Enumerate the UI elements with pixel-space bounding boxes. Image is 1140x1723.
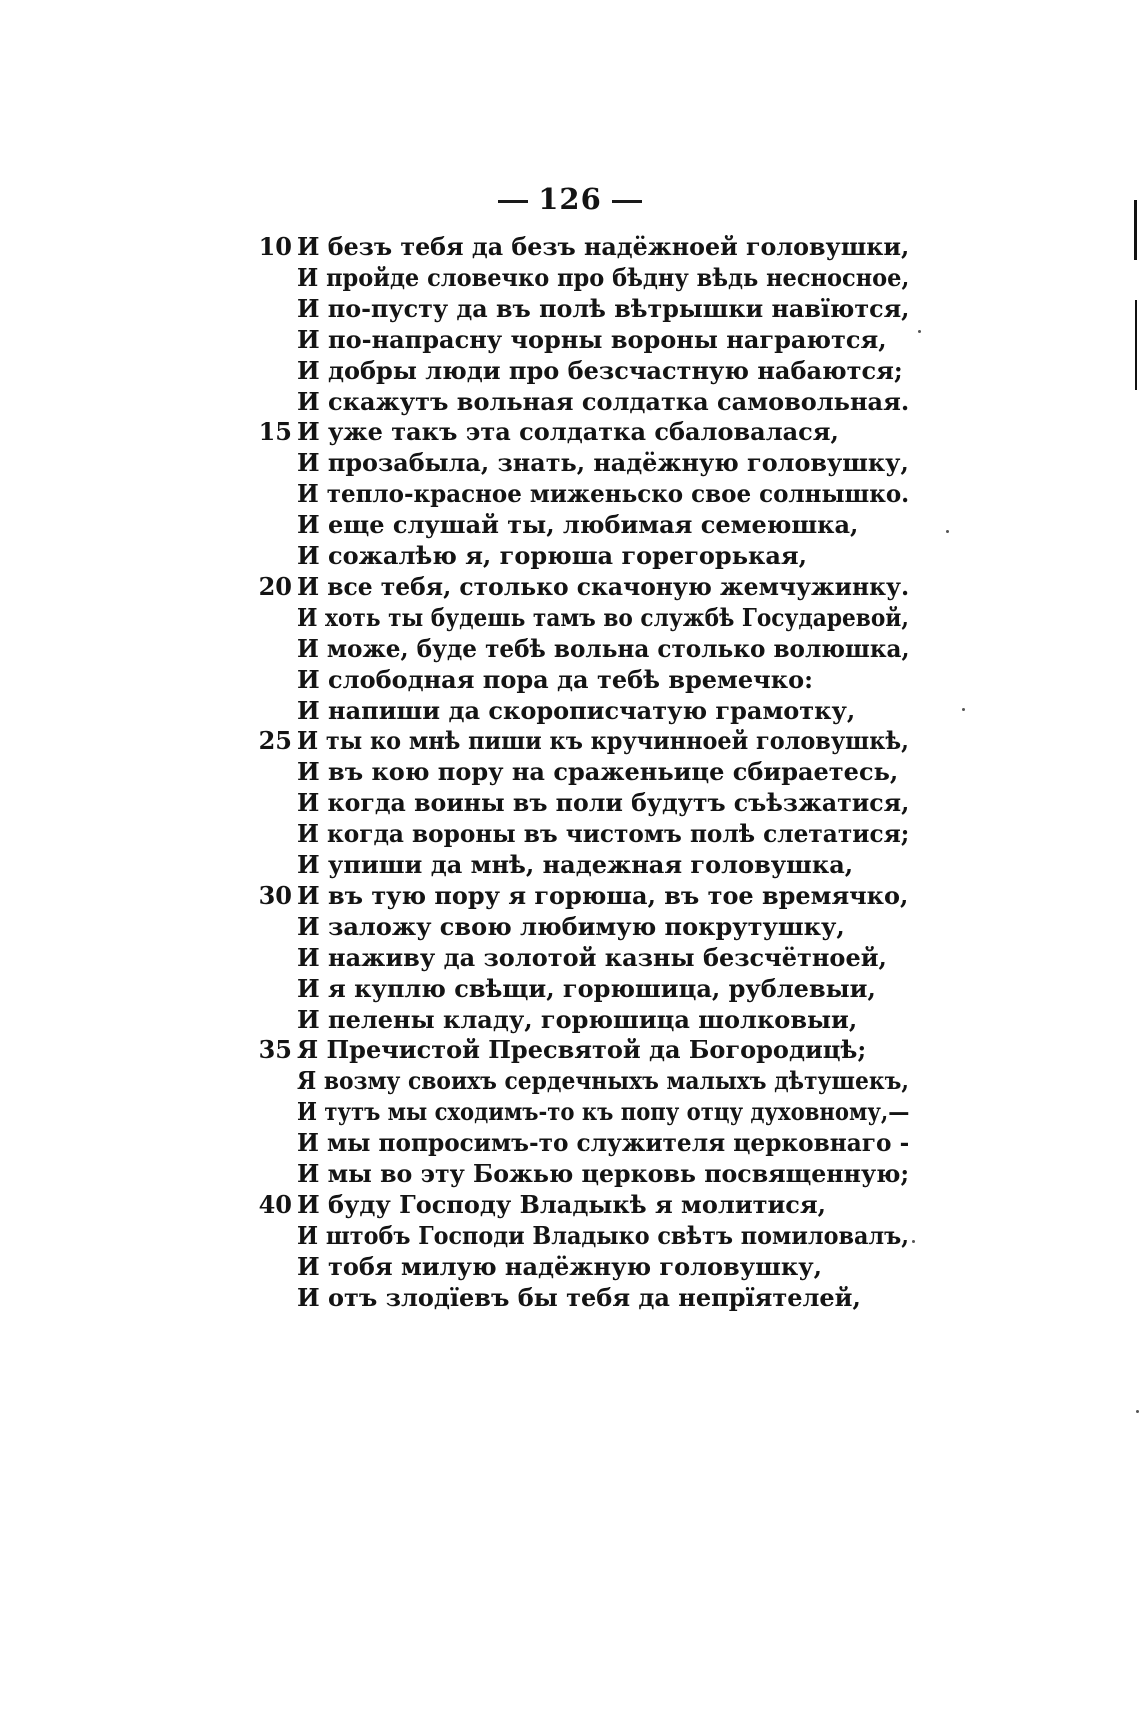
poem-line xyxy=(0,1281,1140,1315)
line-text: И пелены кладу, горюшица шолковыи, xyxy=(297,1004,858,1034)
scan-speck xyxy=(918,330,921,333)
line-text: И по-напрасну чорны вороны награются, xyxy=(297,324,887,354)
line-text: И слободная пора да тебѣ времечко: xyxy=(297,664,813,694)
line-text: И штобъ Господи Владыко свѣтъ помиловалъ, xyxy=(297,1220,910,1250)
line-number: 30 xyxy=(258,880,292,910)
poem-line xyxy=(0,817,1140,851)
line-text: И може, буде тебѣ вольна столько волюшка, xyxy=(297,633,910,663)
poem-line xyxy=(0,354,1140,388)
poem-line xyxy=(0,910,1140,944)
line-text: И тепло-красное миженьско свое солнышко. xyxy=(297,479,910,509)
line-number: 20 xyxy=(258,571,292,601)
poem-line xyxy=(0,848,1140,882)
poem-line xyxy=(0,508,1140,542)
page-number-dash-left xyxy=(498,200,528,203)
line-text: И въ тую пору я горюша, въ тое времячко, xyxy=(297,880,909,910)
line-text: И въ кою пору на сраженьице сбираетесь, xyxy=(297,757,899,787)
line-text: И буду Господу Владыкѣ я молитися, xyxy=(297,1189,827,1219)
page-number xyxy=(0,182,1140,216)
poem-line xyxy=(0,477,1140,511)
line-text: И хоть ты будешь тамъ во службѣ Государевой, xyxy=(297,602,909,632)
poem-line xyxy=(0,1003,1140,1037)
page-number-dash-right xyxy=(612,200,642,203)
poem-line xyxy=(0,261,1140,295)
poem-line xyxy=(0,415,1140,449)
line-text: И еще слушай ты, любимая семеюшка, xyxy=(297,510,859,540)
line-text: И пройде словечко про бѣдну вѣдь несносное, xyxy=(297,262,910,292)
poem-line xyxy=(0,230,1140,264)
line-text: И наживу да золотой казны безсчётноей, xyxy=(297,942,887,972)
poem-line xyxy=(0,879,1140,913)
poem-line xyxy=(0,724,1140,758)
line-text: И заложу свою любимую покрутушку, xyxy=(297,911,845,941)
line-text: И по-пусту да въ полѣ вѣтрышки навїются, xyxy=(297,293,910,323)
poem-line xyxy=(0,1126,1140,1160)
poem-line xyxy=(0,539,1140,573)
poem-line xyxy=(0,755,1140,789)
poem-line xyxy=(0,941,1140,975)
line-number: 35 xyxy=(258,1035,292,1065)
poem-line xyxy=(0,292,1140,326)
poem-line xyxy=(0,1064,1140,1098)
poem-line xyxy=(0,972,1140,1006)
line-text: И безъ тебя да безъ надёжноей головушки, xyxy=(297,232,910,261)
scan-edge-mark xyxy=(1135,300,1137,390)
line-number: 15 xyxy=(258,417,292,447)
poem-line xyxy=(0,323,1140,357)
poem-line xyxy=(0,601,1140,635)
scan-speck xyxy=(946,530,949,533)
line-text: И добры люди про безсчастную набаются; xyxy=(297,355,903,385)
line-text: И уже такъ эта солдатка сбаловалася, xyxy=(297,417,839,447)
poem-line xyxy=(0,1219,1140,1253)
poem-line xyxy=(0,446,1140,480)
line-text: И мы во эту Божью церковь посвященную; xyxy=(297,1159,910,1188)
poem-line xyxy=(0,663,1140,697)
line-text: И напиши да скорописчатую грамотку, xyxy=(297,695,856,725)
line-text: И когда воины въ поли будутъ съѣзжатися, xyxy=(297,788,910,818)
poem-line xyxy=(0,1188,1140,1222)
line-text: И отъ злодїевъ бы тебя да непрїятелей, xyxy=(297,1282,861,1312)
scan-speck xyxy=(1136,1410,1139,1413)
poem-line xyxy=(0,786,1140,820)
line-number: 10 xyxy=(258,232,292,261)
scan-speck xyxy=(962,708,965,711)
line-text: И мы попросимъ-то служителя церковнаго - xyxy=(297,1128,910,1158)
line-text: И я куплю свѣщи, горюшица, рублевыи, xyxy=(297,973,876,1003)
line-text: И все тебя, столько скачоную жемчужинку. xyxy=(297,571,910,601)
poem-line xyxy=(0,1033,1140,1067)
poem-line xyxy=(0,694,1140,728)
line-text: И ты ко мнѣ пиши къ кручинноей головушкѣ, xyxy=(297,726,909,756)
scan-speck xyxy=(912,1240,915,1243)
poem-line xyxy=(0,1095,1140,1129)
line-text: И тутъ мы сходимъ-то къ попу отцу духовному,— xyxy=(297,1097,910,1127)
line-text: И прозабыла, знать, надёжную головушку, xyxy=(297,448,909,478)
poem-line xyxy=(0,1250,1140,1284)
page-number-value: 126 xyxy=(538,182,602,216)
line-text: И сожалѣю я, горюша горегорькая, xyxy=(297,541,807,570)
line-text: И упиши да мнѣ, надежная головушка, xyxy=(297,850,854,879)
line-text: И тобя милую надёжную головушку, xyxy=(297,1251,822,1281)
line-text: Я Пречистой Пресвятой да Богородицѣ; xyxy=(297,1035,867,1065)
line-number: 40 xyxy=(258,1189,292,1219)
line-number: 25 xyxy=(258,726,292,756)
poem-line xyxy=(0,570,1140,604)
poem-line xyxy=(0,1157,1140,1191)
line-text: Я возму своихъ сердечныхъ малыхъ дѣтушекъ, xyxy=(297,1066,909,1096)
poem-line xyxy=(0,632,1140,666)
poem-line xyxy=(0,385,1140,419)
line-text: И скажутъ вольная солдатка самовольная. xyxy=(297,386,910,416)
line-text: И когда вороны въ чистомъ полѣ слетатися; xyxy=(297,819,910,849)
scan-edge-mark xyxy=(1134,200,1137,260)
